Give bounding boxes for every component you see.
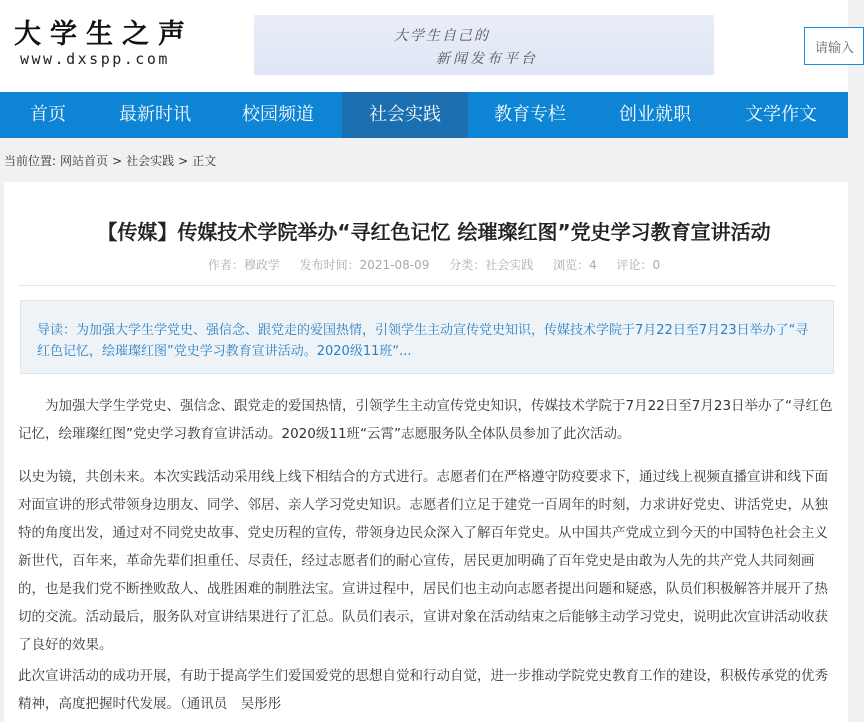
breadcrumb-separator: > bbox=[178, 154, 189, 168]
article-date: 发布时间：2021-08-09 bbox=[299, 258, 430, 272]
main-nav bbox=[0, 92, 848, 138]
site-header bbox=[0, 0, 855, 92]
breadcrumb-home-link[interactable]: 网站首页 bbox=[60, 154, 109, 168]
nav-item-campus[interactable]: 校园频道 bbox=[242, 104, 314, 125]
divider bbox=[18, 285, 836, 286]
article-comments: 评论：0 bbox=[616, 258, 661, 272]
logo-url: www.dxspp.com bbox=[20, 50, 170, 68]
breadcrumb-section-link[interactable]: 社会实践 bbox=[126, 154, 175, 168]
nav-item-home[interactable]: 首页 bbox=[30, 104, 66, 125]
article-paragraph: 以史为镜，共创未来。本次实践活动采用线上线下相结合的方式进行。志愿者们在严格遵守防疫要求下，通过线上视频直播宣讲和线下面对面宣讲的形式带领身边朋友、同学、邻居、亲人学习党史知识。志愿者们立足于建党一百周年的时刻，力求讲好党史、讲活党史，从独特的角度出发，通过对不同党史故事、党史历程的宣传，带领身边民众深入了解百年党史。从中国共产党成立到今天的中国特色社会主义新世代，百年来，革命先辈们担重任、尽责任，经过志愿者们的耐心宣传，居民更加明确了百年党史是由敢为人先的共产党人共同刻画的，也是我们党不断挫败敌人、战胜困难的制胜法宝。宣讲过程中，居民们也主动向志愿者提出问题和疑惑，队员们积极解答并展开了热切的交流。活动最后，服务队对宣讲结果进行了汇总。队员们表示，宣讲对象在活动结束之后能够主动学习党史，说明此次宣讲活动收获了良好的效果。 bbox=[18, 469, 828, 653]
nav-item-literature[interactable]: 文学作文 bbox=[745, 104, 817, 125]
nav-item-career[interactable]: 创业就职 bbox=[619, 104, 691, 125]
breadcrumb-separator: > bbox=[112, 154, 123, 168]
article-meta bbox=[4, 256, 864, 273]
logo-title: 大学生之声 bbox=[14, 19, 194, 50]
nav-item-social-practice[interactable]: 社会实践 bbox=[342, 92, 468, 138]
breadcrumb bbox=[4, 152, 220, 169]
nav-item-education[interactable]: 教育专栏 bbox=[494, 104, 566, 125]
banner-slogan-line1: 大学生自己的 bbox=[394, 28, 490, 44]
article-views: 浏览：4 bbox=[553, 258, 597, 272]
breadcrumb-current: 正文 bbox=[192, 154, 217, 168]
article-author: 作者：穆政学 bbox=[207, 258, 280, 272]
banner-slogan-line2: 新闻发布平台 bbox=[436, 51, 538, 67]
article-summary: 导读：为加强大学生学党史、强信念、跟党走的爱国热情，引领学生主动宣传党史知识，传媒技术学院于7月22日至7月23日举办了“寻红色记忆，绘璀璨红图”党史学习教育宣讲活动。2020级11班“... bbox=[20, 300, 834, 374]
search-input[interactable] bbox=[804, 27, 864, 65]
article-title: 【传媒】传媒技术学院举办“寻红色记忆 绘璀璨红图”党史学习教育宣讲活动 bbox=[97, 220, 771, 244]
article-paragraph: 为加强大学生学党史、强信念、跟党走的爱国热情，引领学生主动宣传党史知识，传媒技术学院于7月22日至7月23日举办了“寻红色记忆，绘璀璨红图”党史学习教育宣讲活动。2020级11班“云霄”志愿服务队全体队员参加了此次活动。 bbox=[18, 398, 833, 442]
article-category[interactable]: 分类：社会实践 bbox=[449, 258, 534, 272]
header-banner bbox=[254, 15, 714, 75]
search-placeholder: 请输入 bbox=[815, 41, 855, 56]
nav-item-latest-news[interactable]: 最新时讯 bbox=[119, 104, 191, 125]
article-panel bbox=[4, 182, 848, 722]
breadcrumb-prefix: 当前位置: bbox=[4, 154, 57, 168]
site-logo[interactable] bbox=[14, 20, 204, 70]
article-paragraph: 此次宣讲活动的成功开展，有助于提高学生们爱国爱党的思想自觉和行动自觉，进一步推动学院党史教育工作的建设，积极传承党的优秀精神，高度把握时代发展。（通讯员 吴彤彤 bbox=[18, 668, 828, 712]
